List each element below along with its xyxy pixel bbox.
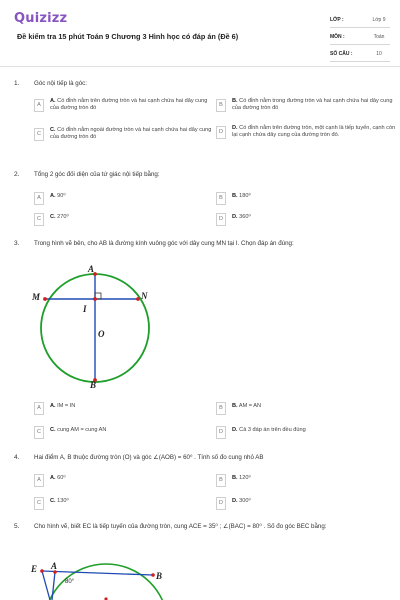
circle-diagram-q3 — [30, 258, 160, 392]
option-d[interactable] — [216, 425, 396, 439]
label-e: E — [31, 564, 38, 574]
option-c[interactable] — [34, 212, 214, 226]
document-title: Đề kiểm tra 15 phút Toán 9 Chương 3 Hình học có đáp án (Đề 6) — [17, 32, 239, 41]
point-m — [43, 297, 47, 301]
option-key: C. — [50, 427, 56, 433]
option-text: 360⁰ — [239, 214, 251, 220]
option-letter: A — [34, 192, 44, 205]
option-text: 60⁰ — [57, 475, 66, 481]
option-letter: D — [216, 126, 226, 139]
option-letter: A — [34, 474, 44, 487]
label-i: I — [83, 304, 87, 314]
option-letter: A — [34, 402, 44, 415]
option-letter: A — [34, 99, 44, 112]
label-m: M — [32, 292, 41, 302]
meta-subject-value: Toán — [373, 33, 385, 40]
option-key: C. — [50, 498, 56, 504]
option-text: 270⁰ — [57, 214, 69, 220]
point-i — [93, 297, 97, 301]
circle-diagram-q5 — [28, 558, 178, 600]
point-e — [40, 569, 44, 573]
option-text: 120⁰ — [239, 475, 251, 481]
meta-count-label: SỐ CÂU : — [330, 50, 353, 57]
option-c[interactable] — [34, 127, 214, 142]
option-b[interactable] — [216, 401, 396, 415]
option-letter: B — [216, 402, 226, 415]
chord-ac — [52, 572, 55, 600]
label-a: A — [88, 264, 95, 274]
option-a[interactable] — [34, 473, 214, 487]
option-letter: C — [34, 426, 44, 439]
header-divider — [0, 66, 400, 67]
option-text: IM = IN — [57, 403, 76, 409]
meta-class-value: Lớp 9 — [372, 16, 386, 23]
option-key: A. — [50, 193, 56, 199]
label-n: N — [141, 291, 148, 301]
option-a[interactable] — [34, 401, 214, 415]
label-b: B — [156, 571, 163, 581]
label-b: B — [90, 380, 97, 390]
option-b[interactable] — [216, 191, 396, 205]
question-number: 3. — [14, 240, 20, 247]
tangent-ec — [42, 571, 50, 600]
option-key: C. — [50, 127, 56, 133]
option-d[interactable] — [216, 496, 396, 510]
question-text: Tổng 2 góc đối diện của tứ giác nội tiếp bằng: — [34, 171, 160, 178]
option-a[interactable] — [34, 98, 214, 113]
question-number: 5. — [14, 523, 20, 530]
label-a: A — [51, 561, 58, 571]
option-text: 300⁰ — [239, 498, 251, 504]
option-letter: D — [216, 497, 226, 510]
meta-count-value: 10 — [376, 50, 382, 57]
option-text: Cả 3 đáp án trên đều đúng — [239, 427, 306, 433]
point-b — [151, 573, 155, 577]
meta-subject-row — [330, 29, 390, 45]
question-text: Cho hình vẽ, biết EC là tiếp tuyến của đường tròn, cung ACE = 35⁰ ; ∠(BAC) = 80⁰ . Số đo góc BEC bằng: — [34, 523, 327, 530]
meta-subject-label: MÔN : — [330, 33, 345, 40]
option-key: D. — [232, 125, 238, 131]
quizizz-logo: Quizizz — [14, 11, 68, 26]
point-n — [136, 297, 140, 301]
option-text: Có đỉnh nằm trên đường tròn và hai cạnh chứa hai dây cung của đường tròn đó — [50, 98, 208, 112]
option-key: A. — [50, 403, 56, 409]
option-letter: C — [34, 128, 44, 141]
option-text: 90⁰ — [57, 193, 66, 199]
option-letter: C — [34, 213, 44, 226]
option-key: B. — [232, 193, 238, 199]
option-a[interactable] — [34, 191, 214, 205]
label-angle: 80° — [65, 579, 75, 585]
option-b[interactable] — [216, 98, 396, 113]
option-c[interactable] — [34, 496, 214, 510]
option-letter: B — [216, 99, 226, 112]
option-c[interactable] — [34, 425, 214, 439]
option-letter: B — [216, 474, 226, 487]
option-text: Có đỉnh nằm ngoài đường tròn và hai cạnh chứa hai dây cung của đường tròn đó — [50, 127, 212, 141]
option-key: B. — [232, 98, 238, 104]
option-key: A. — [50, 475, 56, 481]
question-number: 4. — [14, 454, 20, 461]
option-key: C. — [50, 214, 56, 220]
option-text: 180⁰ — [239, 193, 251, 199]
question-text: Hai điểm A, B thuộc đường tròn (O) và góc ∠(AOB) = 60⁰ . Tính số đo cung nhỏ AB — [34, 454, 264, 461]
meta-count-row — [330, 46, 390, 62]
meta-box — [330, 12, 390, 63]
option-key: D. — [232, 498, 238, 504]
label-o: O — [98, 329, 105, 339]
option-d[interactable] — [216, 125, 396, 140]
option-text: cung AM = cung AN — [57, 427, 107, 433]
question-text: Góc nội tiếp là góc: — [34, 80, 87, 87]
option-b[interactable] — [216, 473, 396, 487]
option-d[interactable] — [216, 212, 396, 226]
option-text: Có đỉnh nằm trong đường tròn và hai cạnh chứa hai dây cung của đường tròn đó — [232, 98, 393, 112]
option-letter: D — [216, 426, 226, 439]
option-text: Có đỉnh nằm trên đường tròn, một cạnh là tiếp tuyến, cạnh còn lại cạnh chứa dây cung của đường tròn đó. — [232, 125, 396, 139]
option-key: D. — [232, 214, 238, 220]
option-key: B. — [232, 475, 238, 481]
option-key: D. — [232, 427, 238, 433]
option-letter: D — [216, 213, 226, 226]
question-text: Trong hình vẽ bên, cho AB là đường kính vuông góc với dây cung MN tại I. Chọn đáp án đúng: — [34, 240, 294, 247]
question-number: 2. — [14, 171, 20, 178]
option-text: 130⁰ — [57, 498, 69, 504]
question-number: 1. — [14, 80, 20, 87]
option-key: A. — [50, 98, 56, 104]
option-letter: B — [216, 192, 226, 205]
option-key: B. — [232, 403, 238, 409]
option-letter: C — [34, 497, 44, 510]
option-text: AM = AN — [238, 403, 262, 409]
meta-class-label: LỚP : — [330, 16, 344, 23]
circle-outline — [44, 564, 168, 600]
meta-class-row — [330, 12, 390, 28]
